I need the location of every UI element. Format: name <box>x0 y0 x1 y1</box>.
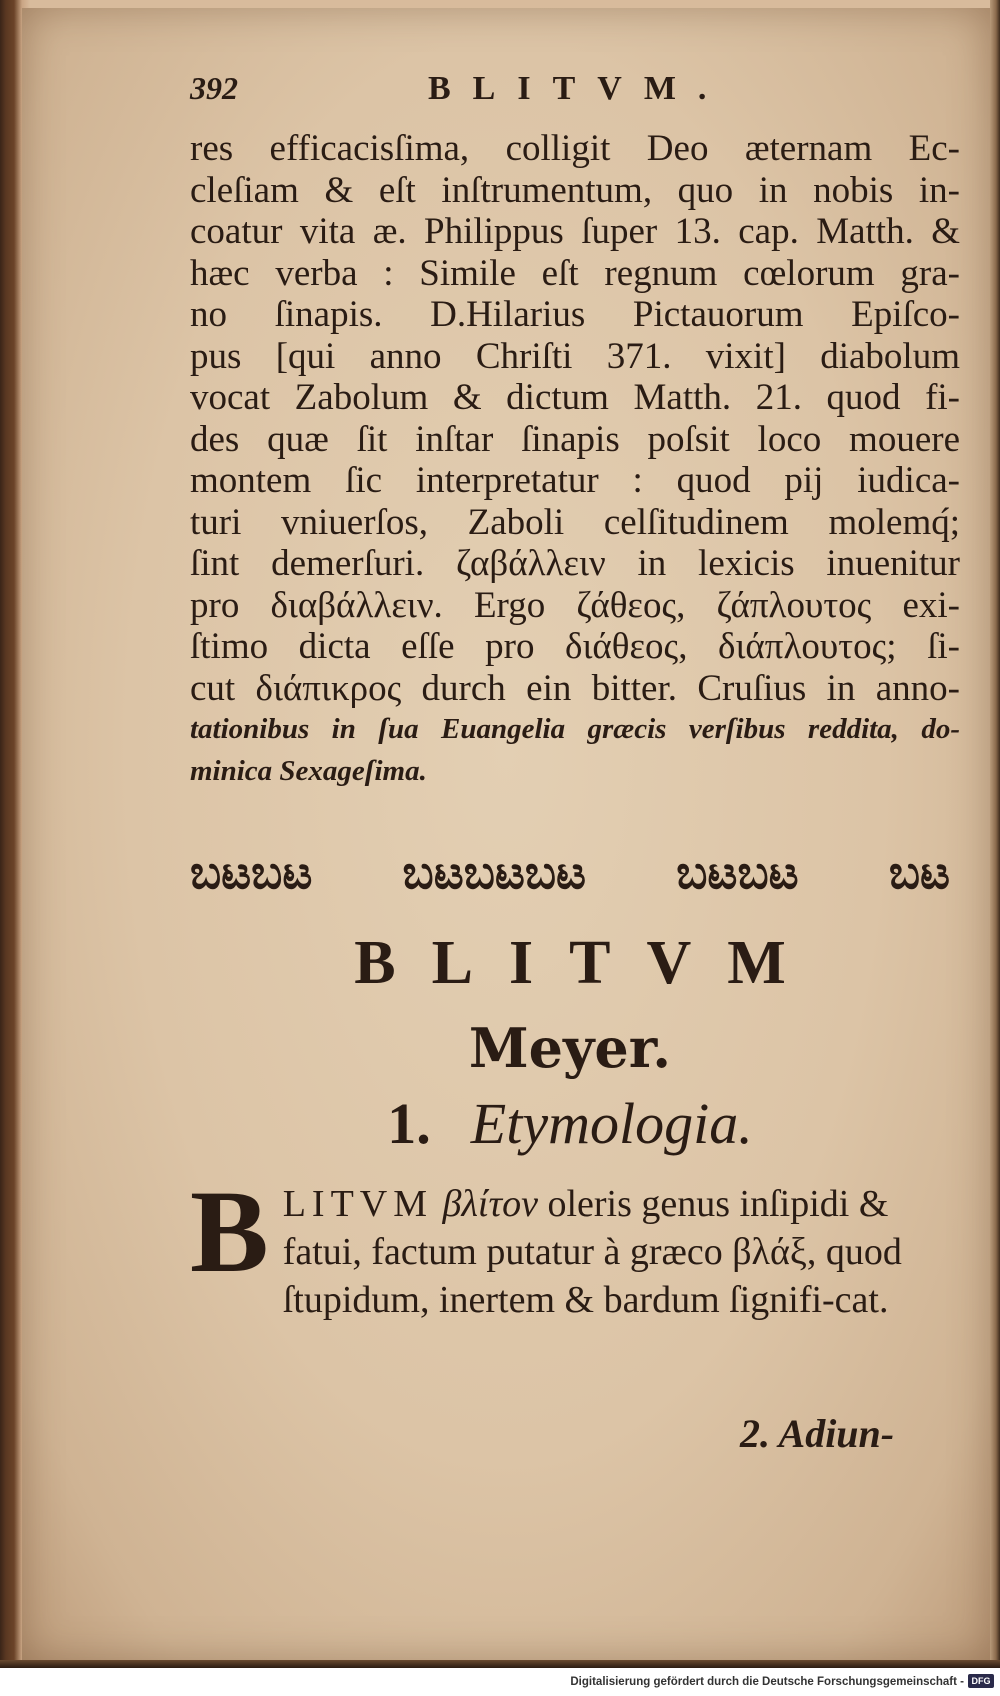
text-line-italic: minica Sexageſima. <box>190 754 427 787</box>
text-line: pus [qui anno Chriſti 371. vixit] diabolum <box>190 335 960 377</box>
running-title: BLITVM. <box>428 70 729 107</box>
ornament-unit: ಬಟಬಟ <box>676 847 799 898</box>
catchword: 2. Adiun- <box>740 1411 895 1456</box>
ornament-unit: ಬಟ <box>888 847 950 898</box>
text-line: turi vniuerſos, Zaboli celſitudinem molemq́; <box>190 501 960 543</box>
text-line: cleſiam & eſt inſtrumentum, quo in nobis in- <box>190 169 960 211</box>
section-subtitle: Meyer. <box>468 1016 672 1080</box>
lead-smallcaps: LITVM <box>282 1183 434 1225</box>
decorative-ornament-band <box>190 848 950 898</box>
text-line-italic: tationibus in ſua Euangelia græcis verſibus reddita, do- <box>190 713 960 745</box>
section-number: 1. <box>387 1091 431 1156</box>
text-line: ſint demerſuri. ζαβάλλειν in lexicis inuenitur <box>190 543 960 584</box>
ornament-unit: ಬಟಬಟ <box>190 847 313 898</box>
text-line: pro διαβάλλειν. Ergo ζάθεος, ζάπλουτος exi- <box>190 584 960 626</box>
section-title: BLITVM <box>354 929 822 997</box>
drop-cap: B <box>190 1166 269 1297</box>
ornament-unit: ಬಟಬಟಬಟ <box>402 847 587 898</box>
text-line: res efficacisſima, colligit Deo æternam Ec- <box>190 128 960 169</box>
page-bottom-edge <box>0 1660 1000 1668</box>
text-line: coatur vita æ. Philippus ſuper 13. cap. Matth. & <box>190 211 960 252</box>
page-number: 392 <box>190 70 238 106</box>
body-text <box>190 128 960 792</box>
text-line: montem ſic interpretatur : quod pij iudica- <box>190 460 960 501</box>
paragraph-text: oleris genus inſipidi & fatui, factum putatur à græco βλάξ, quod ſtupidum, inertem & bardum ſignifi-cat. <box>282 1183 902 1321</box>
page-right-edge <box>990 0 1000 1668</box>
greek-word: βλίτον <box>433 1183 538 1225</box>
footer-credit: Digitalisierung gefördert durch die Deutsche Forschungsgemeinschaft - <box>570 1676 964 1688</box>
text-line: des quæ ſit inſtar ſinapis poſsit loco mouere <box>190 418 960 460</box>
text-line: no ſinapis. D.Hilarius Pictauorum Epiſco- <box>190 294 960 335</box>
text-line: cut διάπικρος durch ein bitter. Cruſius in anno- <box>190 667 960 709</box>
digitization-footer <box>0 1668 1000 1696</box>
page-header <box>190 70 890 114</box>
paragraph <box>190 1166 950 1324</box>
section-label: Etymologia. <box>470 1091 753 1156</box>
text-line: ſtimo dicta eſſe pro διάθεος, διάπλουτος; ſi- <box>190 626 960 667</box>
text-line: vocat Zabolum & dictum Matth. 21. quod fi- <box>190 377 960 418</box>
text-line: hæc verba : Simile eſt regnum cœlorum gra- <box>190 252 960 294</box>
dfg-logo: DFG <box>968 1674 994 1688</box>
section-heading <box>190 1090 950 1157</box>
